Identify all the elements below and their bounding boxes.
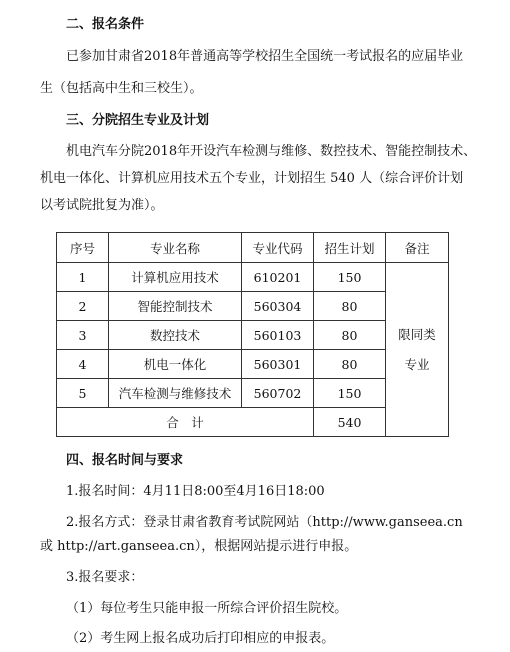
cell-code: 560301 [242,350,314,379]
cell-no: 3 [57,321,109,350]
cell-plan: 80 [314,350,386,379]
cell-remark [386,263,449,437]
paragraph-line: 已参加甘肃省2018年普通高等学校招生全国统一考试报名的应届毕业 [66,49,464,64]
column-header-code: 专业代码 [242,233,314,263]
cell-name: 数控技术 [109,321,242,350]
paragraph-line: 以考试院批复为准）。 [40,198,164,213]
total-value: 540 [314,408,386,437]
requirement-line: 2.报名方式：登录甘肃省教育考试院网站（http://www.ganseea.cn [66,515,463,530]
cell-plan: 80 [314,292,386,321]
cell-code: 560103 [242,321,314,350]
total-label: 合 计 [57,408,314,437]
requirement-line: （2）考生网上报名成功后打印相应的申报表。 [66,631,335,646]
cell-name: 智能控制技术 [109,292,242,321]
requirement-line: （1）每位考生只能申报一所综合评价招生院校。 [66,601,348,616]
paragraph-line: 生（包括高中生和三校生）。 [40,81,203,96]
cell-name: 计算机应用技术 [109,263,242,292]
cell-name: 机电一体化 [109,350,242,379]
enrollment-plan-table [56,232,449,437]
paragraph-line: 机电一体化、计算机应用技术五个专业，计划招生 540 人（综合评价计划 [40,171,464,186]
cell-code: 610201 [242,263,314,292]
requirement-line: 3.报名要求： [66,570,144,585]
column-header-no: 序号 [57,233,109,263]
column-header-plan: 招生计划 [314,233,386,263]
section-heading-conditions: 二、报名条件 [66,17,145,32]
cell-no: 5 [57,379,109,408]
section-heading-time: 四、报名时间与要求 [66,453,184,468]
cell-code: 560304 [242,292,314,321]
column-header-name: 专业名称 [109,233,242,263]
cell-code: 560702 [242,379,314,408]
section-heading-plan: 三、分院招生专业及计划 [66,113,210,128]
column-header-remark: 备注 [386,233,449,263]
cell-name: 汽车检测与维修技术 [109,379,242,408]
paragraph-line: 机电汽车分院2018年开设汽车检测与维修、数控技术、智能控制技术、 [66,144,477,159]
cell-plan: 80 [314,321,386,350]
cell-no: 1 [57,263,109,292]
cell-no: 2 [57,292,109,321]
cell-plan: 150 [314,263,386,292]
remark-line: 专业 [404,356,430,372]
requirement-line: 1.报名时间：4月11日8:00至4月16日18:00 [66,484,325,499]
cell-plan: 150 [314,379,386,408]
requirement-line: 或 http://art.ganseea.cn），根据网站提示进行申报。 [40,539,358,554]
remark-line: 限同类 [398,326,436,342]
table-row [57,263,449,292]
table-header-row [57,233,449,263]
cell-no: 4 [57,350,109,379]
